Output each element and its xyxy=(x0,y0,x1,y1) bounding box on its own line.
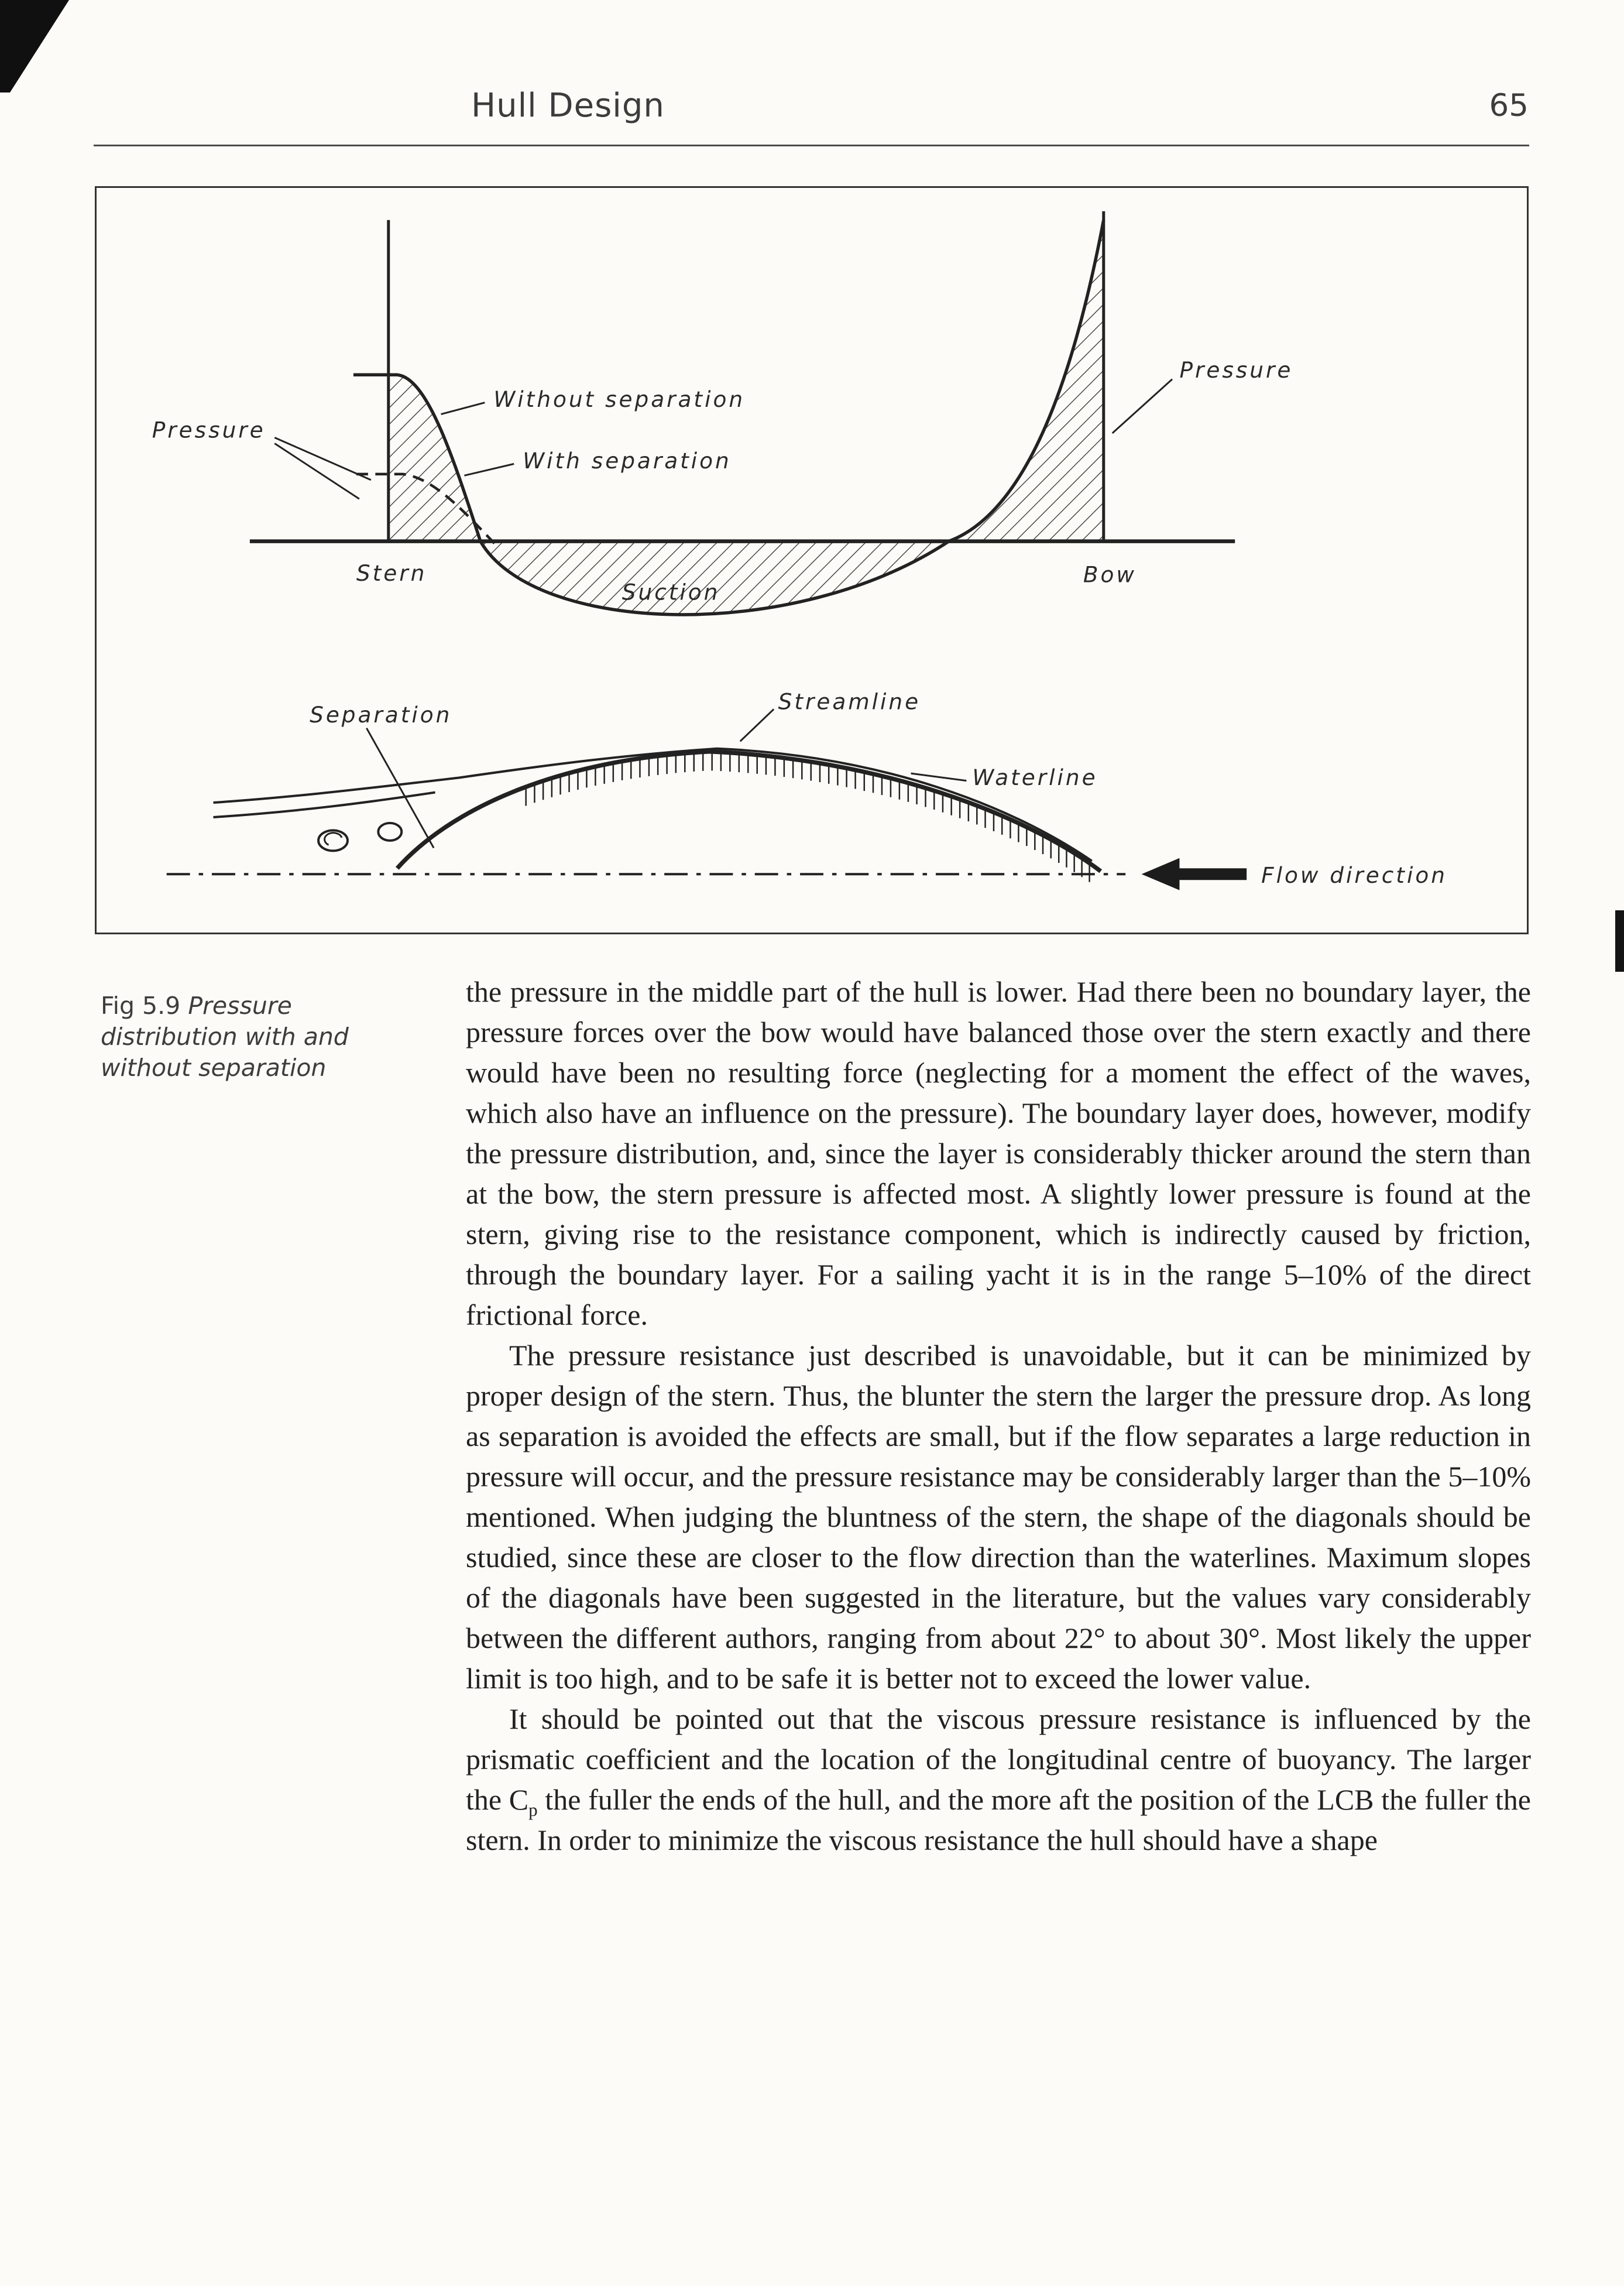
suction-label: Suction xyxy=(622,579,720,605)
flow-direction-arrow-icon xyxy=(1142,858,1247,890)
paragraph xyxy=(466,1699,1531,1860)
separation-label: Separation xyxy=(310,701,452,728)
waterline-label: Waterline xyxy=(972,765,1098,791)
pressure-left-label: Pressure xyxy=(152,417,266,443)
bow-pressure-hatch xyxy=(949,220,1103,541)
subscript-p: p xyxy=(528,1800,538,1820)
pressure-right-leader xyxy=(1113,379,1172,433)
pressure-curve-diagram xyxy=(152,211,1293,615)
vortex-spiral-icon xyxy=(325,833,342,845)
flow-direction-label: Flow direction xyxy=(1261,862,1447,889)
with-separation-label: With separation xyxy=(523,447,732,474)
page-number: 65 xyxy=(1489,88,1529,124)
paragraph: The pressure resistance just described is unavoidable, but it can be minimized by proper design of the stern. Thus, the blunter the stern the larger the pressure drop. As long as separation is avoided the effects are small, but if the flow separates a large reduction in pressure will occur, and the pressure resistance may be considerably larger than the 5–10% mentioned. When judging the bluntness of the stern, the shape of the diagonals should be studied, since these are closer to the flow direction than the waterlines. Maximum slopes of the diagonals have been suggested in the literature, but the values vary considerably between the different authors, ranging from about 22° to about 30°. Most likely the upper limit is too high, and to be safe it is better not to exceed the lower value. xyxy=(466,1339,1531,1695)
streamline-diagram xyxy=(167,688,1447,890)
without-separation-label: Without separation xyxy=(493,386,746,413)
figure-box xyxy=(95,186,1529,934)
pressure-left-leader-2 xyxy=(274,443,359,499)
paragraph-text: It should be pointed out that the viscous pressure resistance is influenced by the prismatic coefficient and the location of the longitudinal centre of buoyancy. The larger the C xyxy=(466,1702,1531,1816)
separated-shear-layer xyxy=(214,793,435,817)
paragraph-text: the fuller the ends of the hull, and the more aft the position of the LCB the fuller the stern. In order to minimize the viscous resistance the hull should have a shape xyxy=(466,1783,1532,1856)
vortex-icon-2 xyxy=(378,823,401,841)
pressure-distribution-diagram xyxy=(97,188,1527,933)
header-rule xyxy=(94,145,1529,146)
with-separation-leader xyxy=(464,464,514,475)
streamline-leader xyxy=(740,709,774,741)
pressure-left-leader-1 xyxy=(274,437,371,479)
paragraph: the pressure in the middle part of the hull is lower. Had there been no boundary layer, the pressure forces over the bow would have balanced those over the stern exactly and there would have been no resulting force (neglecting for a moment the effect of the waves, which also have an influence on the pressure). The boundary layer does, however, modify the pressure distribution, and, since the layer is considerably thicker around the stern than at the bow, the stern pressure is affected most. A slightly lower pressure is found at the stern, giving rise to the resistance component, which is indirectly caused by friction, through the boundary layer. For a sailing yacht it is in the range 5–10% of the direct frictional force. xyxy=(466,975,1531,1331)
scan-edge-artifact xyxy=(1615,910,1624,972)
figure-caption xyxy=(101,991,393,1084)
scan-corner-artifact xyxy=(0,0,79,97)
figure-caption-number: Fig 5.9 xyxy=(101,992,181,1020)
bow-label: Bow xyxy=(1083,561,1137,588)
streamline-label: Streamline xyxy=(778,688,921,715)
pressure-right-label: Pressure xyxy=(1179,357,1293,383)
waterline-leader xyxy=(911,773,967,780)
body-text-column xyxy=(466,972,1531,1860)
without-separation-leader xyxy=(441,403,485,414)
page-title: Hull Design xyxy=(471,87,665,125)
stern-label: Stern xyxy=(356,560,427,586)
figure-caption-text: Pressure distribution with and without separation xyxy=(101,992,349,1082)
